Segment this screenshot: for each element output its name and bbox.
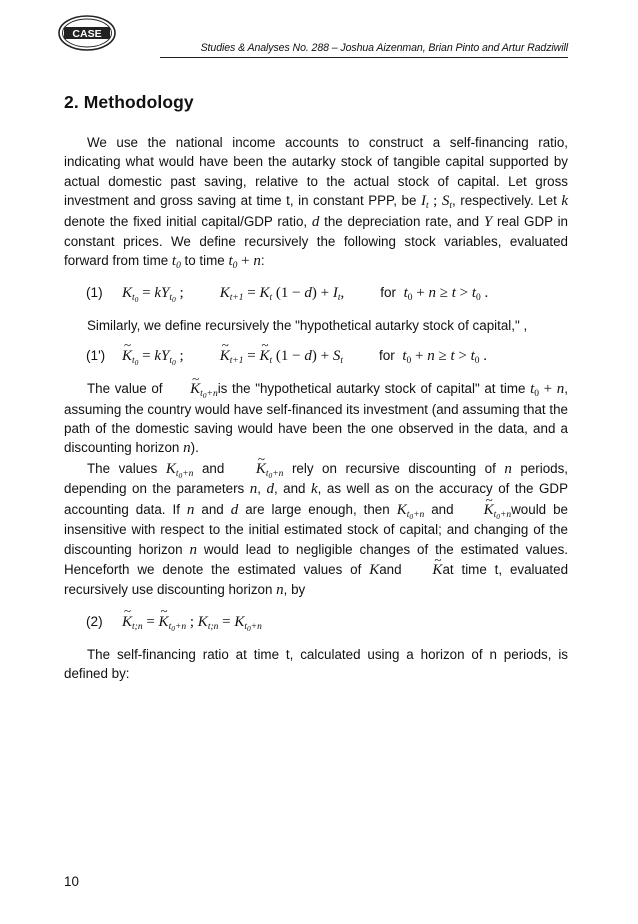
page-number: 10 [64,874,79,889]
equation-1-prime: (1')~ $K_{t_0} = kY_{t_0}$ ;~ $K_{t+1}$ = ~ $K_t$ $(1 - d) + S_t$ for $t_0 + n \ge t > t_0$ . [64,345,568,367]
equation-1: (1) $K_{t_0} = kY_{t_0}$ ; $K_{t+1} = K_t$ $(1 - d) + I_t$, for $t_0 + n \ge t > t_0$ . [86,284,489,304]
equation-2: (2)~ $K_{t;n}$ = ~ $K_{t_0+n}$ ; $K_{t;n} = K_{t_0+n}$ [64,611,568,633]
header-rule [160,57,568,58]
section-title: 2. Methodology [64,92,194,112]
body-text [64,133,568,684]
paragraph-1: We use the national income accounts to construct a self-financing ratio, indicating what would have been the autarky stock of tangible capital supported by actual domestic past saving, relative to the actual stock of capital. Let gross investment and gross saving at time t, in constant PPP, be $I_t$ ; $S_t$, respectively. Let k denote the fixed initial capital/GDP ratio, d the depreciation rate, and Y real GDP in constant prices. We define recursively the following stock variables, evaluated forward from time $t_0$ to time $t_0 + n$: [64,135,569,272]
paragraph-2: Similarly, we define recursively the "hypothetical autarky stock of capital," , [87,317,528,333]
paragraph-3: The value of ~ $K_{t_0+n}is$ the "hypothetical autarky stock of capital" at time $t_0 + n$, assuming the country would have self-financed its investment (and assuming that the path of the domestic saving would have been the one observed in the data, and a discounting horizon n). [64,379,568,459]
running-header: Studies & Analyses No. 288 – Joshua Aizenman, Brian Pinto and Artur Radziwill [200,42,568,54]
paragraph-5: The self-financing ratio at time t, calculated using a horizon of n periods, is defined by: [64,646,568,682]
paragraph-4: The values $K_{t_0+n}$ and ~ $K_{t_0+n}$ rely on recursive discounting of n periods, depending on the parameters n, d, and k, as well as on the accuracy of the GDP accounting data. If n and d are large enough, then $K_{t_0+n}$ and ~ $K_{t_0+n}would$ be insensitive with respect to the initial estimated stock of capital; and changing of the discounting horizon n would lead to negligible changes of the estimated values. Henceforth we denote the estimated values of Kand ~ Kat time t, evaluated recursively use discounting horizon n, by [64,459,568,601]
logo-text: CASE [72,27,102,40]
case-logo [58,15,116,51]
